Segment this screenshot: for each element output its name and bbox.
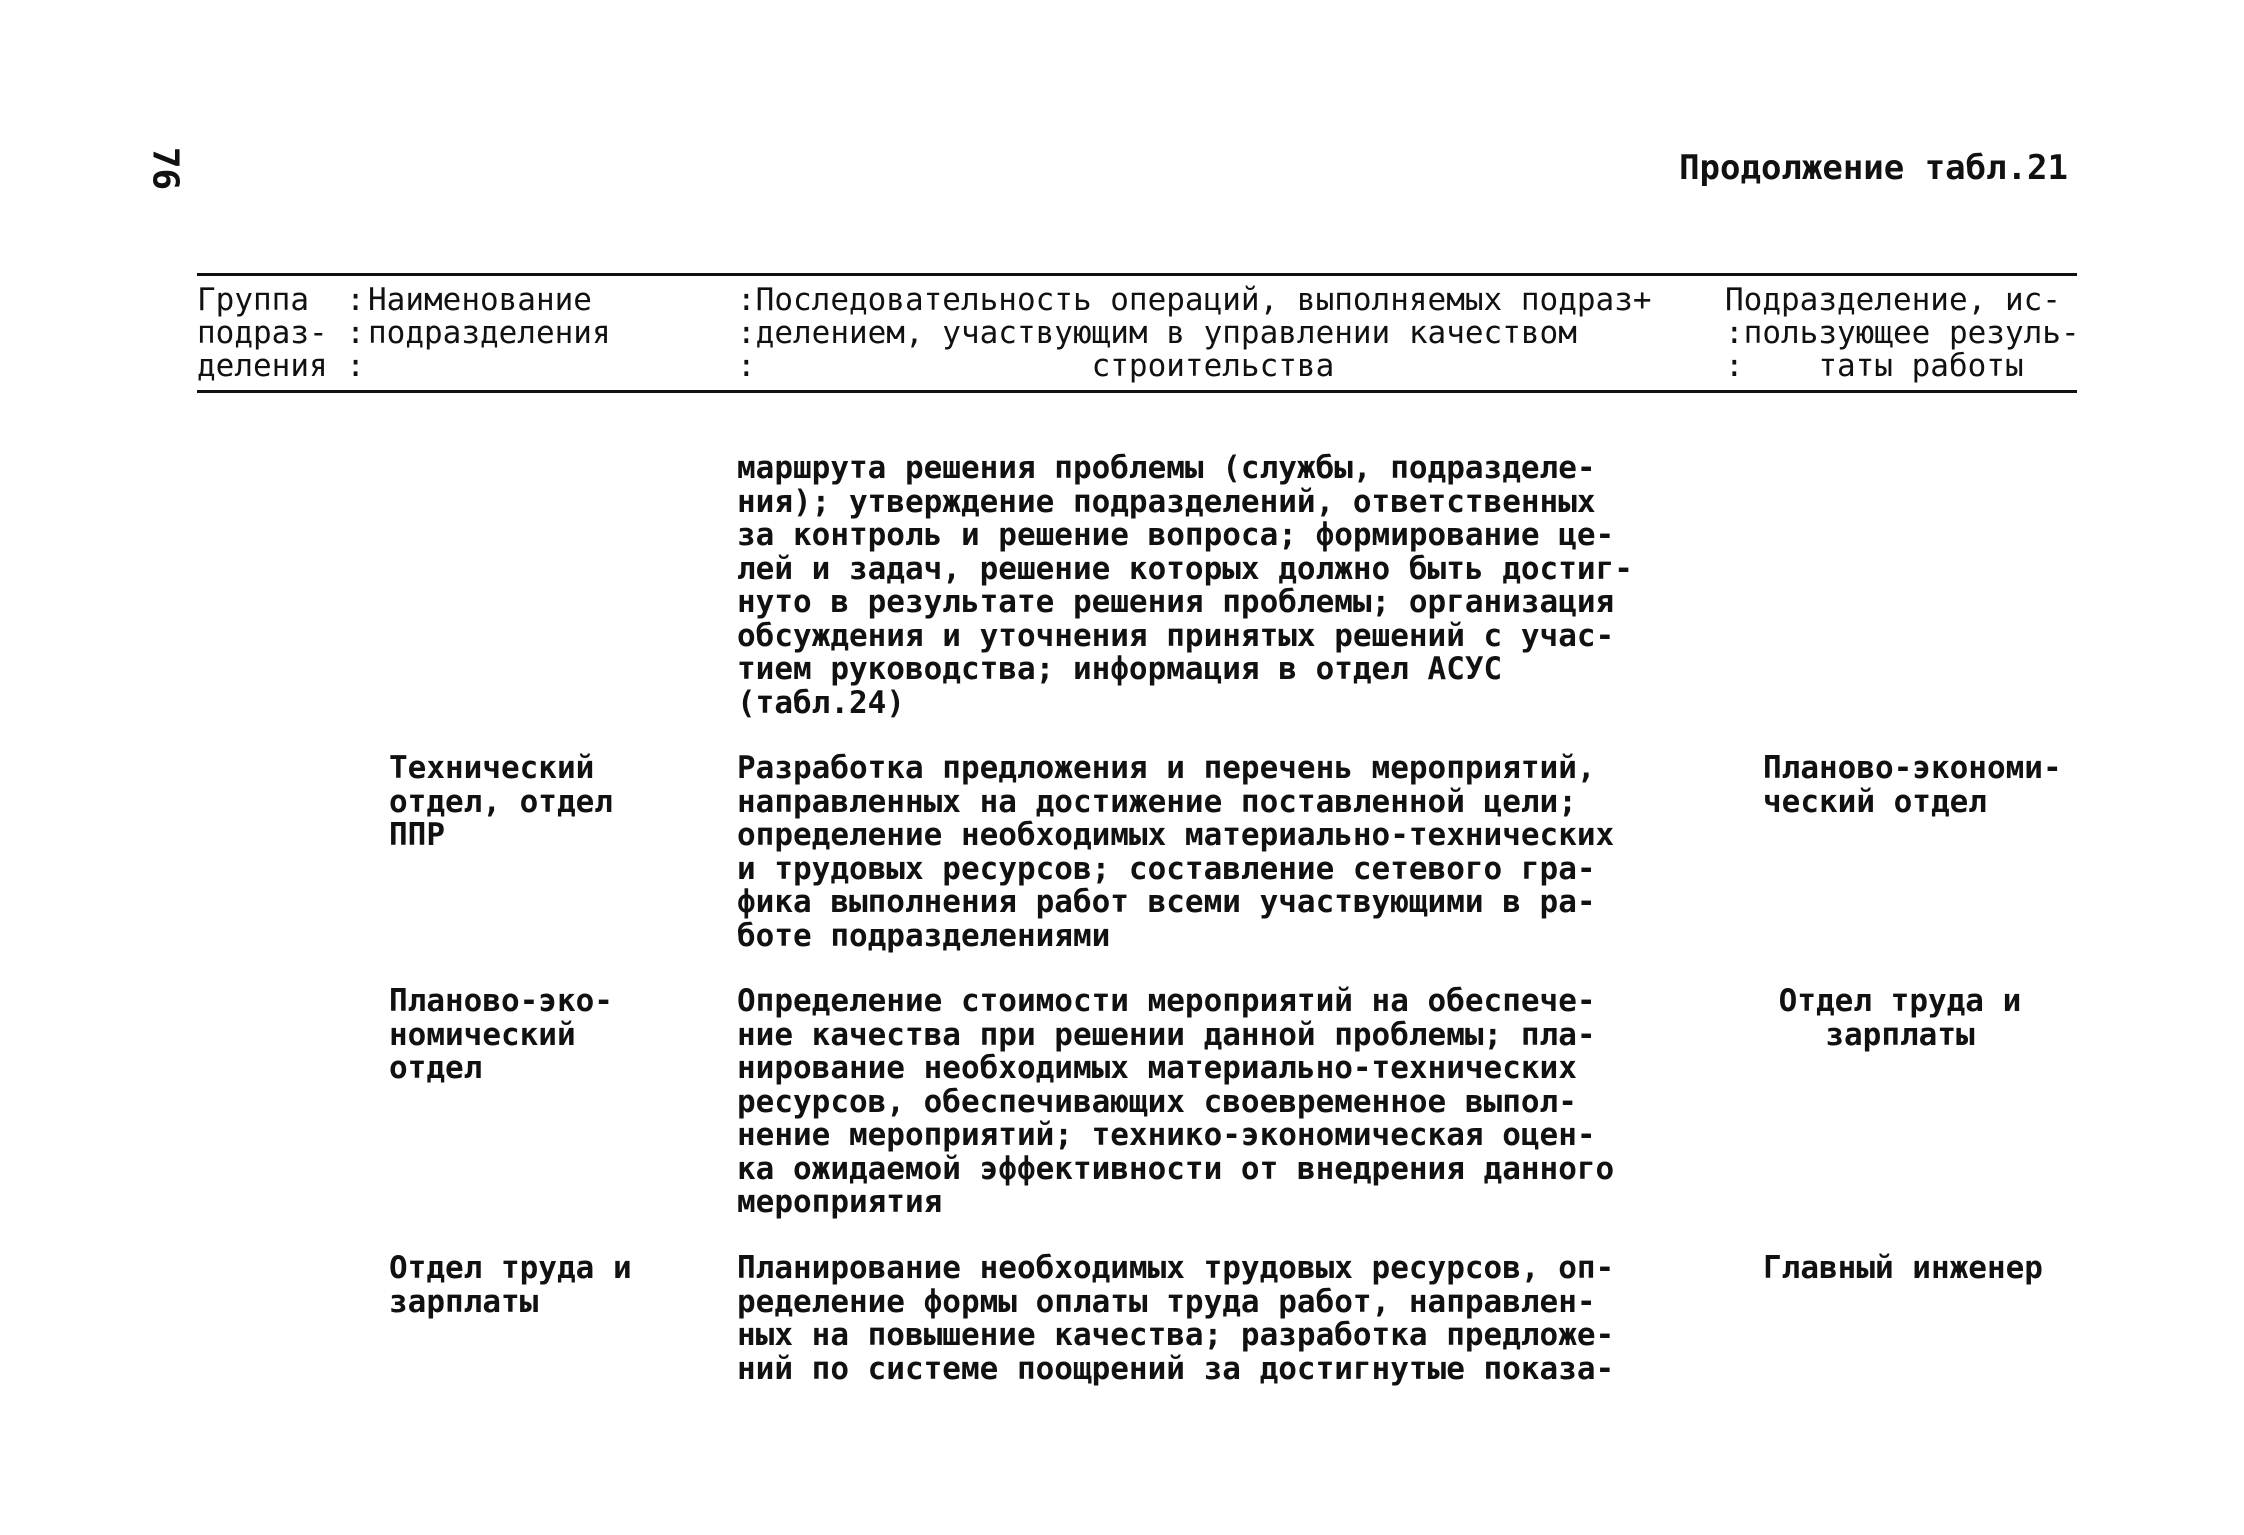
header-bottom-rule — [197, 390, 2077, 393]
table-row-3-unit: Отдел труда и зарплаты — [389, 1250, 632, 1320]
header-operations: :Последовательность операций, выполняемых подраз+ :делением, участвующим в управлении качеством : строительства — [737, 282, 1652, 384]
header-group: Группа : подраз- : деления : — [197, 282, 365, 384]
table-row-3-operations: Планирование необходимых трудовых ресурсов, оп- ределение формы оплаты труда работ, направлен- ных на повышение качества; разработка предложе- ний по системе поощрений за достигнутые показа- — [737, 1250, 1615, 1387]
table-row-3-user: Главный инженер — [1763, 1250, 2043, 1286]
table-row-1-unit: Технический отдел, отдел ППР — [389, 750, 613, 853]
page-number: 76 — [144, 146, 186, 191]
header-top-rule — [197, 273, 2077, 276]
table-row-2-operations: Определение стоимости мероприятий на обеспече- ние качества при решении данной проблемы; пла- нирование необходимых материально-технических ресурсов, обеспечивающих своевременное выпол- нение мероприятий; технико-экономическая оцен- ка ожидаемой эффективности от внедрения данного мероприятия — [737, 983, 1615, 1220]
header-result-user: Подразделение, ис- :пользующее резуль- : таты работы — [1725, 282, 2080, 384]
table-row-0-operations: маршрута решения проблемы (службы, подразделе- ния); утверждение подразделений, ответственных за контроль и решение вопроса; формирование це- лей и задач, решение которых должно быть достиг- нуто в результате решения проблемы; организация обсуждения и уточнения принятых решений с учас- тием руководства; информация в отдел АСУС (табл.24) — [737, 450, 1633, 721]
table-continuation-caption: Продолжение табл.21 — [1679, 148, 2068, 188]
table-row-1-operations: Разработка предложения и перечень мероприятий, направленных на достижение поставленной цели; определение необходимых материально-технических и трудовых ресурсов; составление сетевого гра- фика выполнения работ всеми участвующими в ра- боте подразделениями — [737, 750, 1615, 954]
table-row-2-user: Отдел труда и зарплаты — [1778, 983, 2022, 1053]
header-unit-name: Наименование подразделения — [368, 282, 611, 351]
table-row-1-user: Планово-экономи- ческий отдел — [1763, 750, 2062, 820]
table-row-2-unit: Планово-эко- номический отдел — [389, 983, 613, 1086]
